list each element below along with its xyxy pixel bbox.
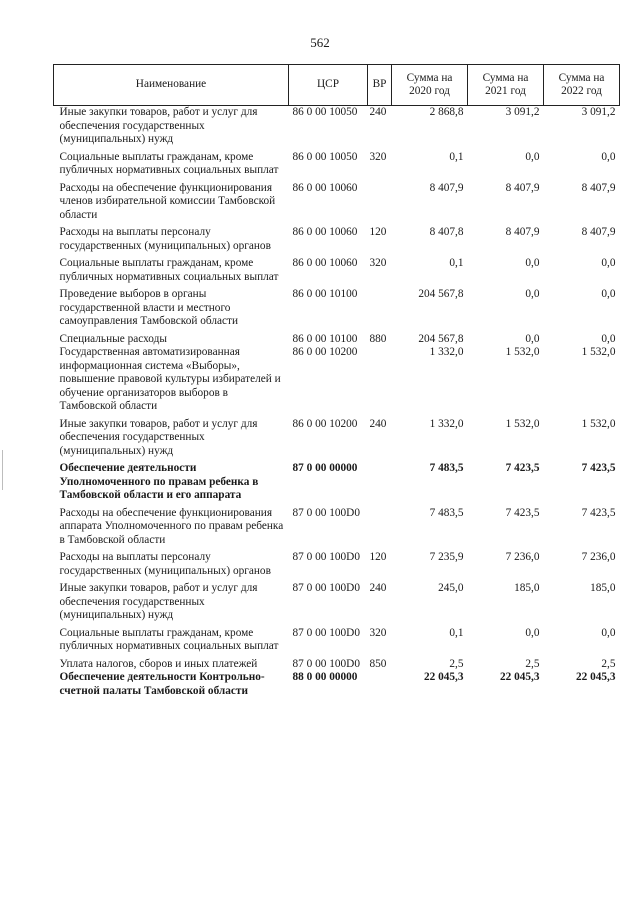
header-sum-2021: Сумма на 2021 год (468, 65, 544, 106)
row-sum-2021: 7 236,0 (505, 551, 540, 563)
row-sum-2021: 1 532,0 (505, 417, 540, 430)
header-name: Наименование (54, 65, 289, 106)
table-row (54, 346, 620, 418)
row-sum-2021: 185,0 (514, 582, 540, 594)
row-sum-2020: 0,1 (449, 150, 464, 163)
row-csr: 86 0 00 10060 (292, 226, 358, 238)
row-sum-2022: 0,0 (601, 332, 616, 345)
row-csr: 88 0 00 00000 (292, 671, 358, 683)
row-csr: 87 0 00 100D0 (292, 626, 360, 639)
row-csr: 87 0 00 100D0 (292, 551, 360, 563)
row-vr (368, 288, 392, 333)
row-name: Государственная автоматизированная информационная система «Выборы», повышение правовой культуры избирателей и обучение организаторов выборов в Тамбовской области (59, 346, 281, 412)
header-sum-2022: Сумма на 2022 год (544, 65, 620, 106)
table-row (54, 106, 620, 151)
row-sum-2021: 1 532,0 (505, 346, 540, 358)
table-row (54, 182, 620, 227)
row-vr: 850 (369, 657, 387, 670)
row-sum-2021: 22 045,3 (499, 671, 540, 683)
table-row (54, 333, 620, 347)
row-csr: 87 0 00 100D0 (292, 582, 360, 594)
row-csr: 87 0 00 00000 (292, 462, 358, 474)
row-sum-2022: 22 045,3 (575, 671, 616, 683)
row-sum-2020: 0,1 (449, 626, 464, 639)
row-sum-2021: 8 407,9 (505, 226, 540, 238)
table-row (54, 462, 620, 507)
row-sum-2020: 8 407,9 (429, 181, 464, 194)
row-vr: 320 (369, 150, 387, 163)
row-csr: 86 0 00 10050 (292, 150, 358, 163)
row-sum-2020: 1 332,0 (429, 417, 464, 430)
row-name: Расходы на обеспечение функционирования аппарата Уполномоченного по правам ребенка в Тамбовской области (59, 506, 284, 546)
row-name: Уплата налогов, сборов и иных платежей (59, 657, 258, 670)
row-sum-2021: 7 423,5 (505, 506, 540, 519)
row-name: Иные закупки товаров, работ и услуг для обеспечения государственных (муниципальных) нужд (59, 417, 258, 457)
row-name: Иные закупки товаров, работ и услуг для обеспечения государственных (муниципальных) нужд (59, 106, 258, 145)
table-row (54, 627, 620, 658)
row-sum-2021: 8 407,9 (505, 181, 540, 194)
row-name: Проведение выборов в органы государственной власти и местного самоуправления Тамбовской области (59, 288, 238, 327)
row-csr: 86 0 00 10060 (292, 181, 358, 194)
row-vr: 320 (369, 257, 387, 269)
row-name: Обеспечение деятельности Уполномоченного по правам ребенка в Тамбовской области и его аппарата (59, 462, 259, 501)
row-sum-2022: 0,0 (601, 626, 616, 639)
table-row (54, 671, 620, 698)
row-vr (368, 462, 392, 507)
table-row (54, 582, 620, 627)
table-row (54, 507, 620, 552)
row-sum-2022: 8 407,9 (581, 181, 616, 194)
row-sum-2020: 204 567,8 (418, 288, 464, 300)
row-csr: 87 0 00 100D0 (292, 657, 360, 670)
row-csr: 86 0 00 10200 (292, 346, 358, 358)
row-csr: 86 0 00 10100 (292, 288, 358, 300)
row-name: Специальные расходы (59, 332, 167, 345)
row-sum-2022: 1 532,0 (581, 417, 616, 430)
row-sum-2020: 2 868,8 (429, 106, 464, 118)
row-name: Расходы на обеспечение функционирования членов избирательной комиссии Тамбовской области (59, 181, 276, 221)
row-sum-2021: 0,0 (525, 288, 540, 300)
row-sum-2021: 0,0 (525, 626, 540, 639)
row-vr: 120 (369, 551, 387, 563)
row-vr: 880 (369, 332, 387, 345)
row-sum-2021: 2,5 (525, 657, 540, 670)
table-row (54, 288, 620, 333)
table-row (54, 151, 620, 182)
row-csr: 86 0 00 10200 (292, 417, 358, 430)
row-sum-2022: 8 407,9 (581, 226, 616, 238)
row-sum-2022: 3 091,2 (581, 106, 616, 118)
row-sum-2020: 2,5 (449, 657, 464, 670)
row-sum-2021: 7 423,5 (505, 462, 540, 474)
row-name: Расходы на выплаты персоналу государственных (муниципальных) органов (59, 551, 271, 577)
row-sum-2020: 245,0 (438, 582, 464, 594)
row-sum-2022: 0,0 (601, 257, 616, 269)
table-header (54, 65, 620, 106)
row-sum-2020: 7 483,5 (429, 462, 464, 474)
scan-edge-mark (2, 450, 3, 490)
table-row (54, 257, 620, 288)
row-sum-2021: 0,0 (525, 332, 540, 345)
row-csr: 86 0 00 10050 (292, 106, 358, 118)
table-row (54, 226, 620, 257)
row-sum-2020: 204 567,8 (418, 332, 464, 345)
row-sum-2020: 1 332,0 (429, 346, 464, 358)
row-vr (368, 507, 392, 552)
table-row (54, 658, 620, 672)
budget-table (53, 64, 620, 698)
row-sum-2022: 0,0 (601, 288, 616, 300)
row-sum-2020: 0,1 (449, 257, 464, 269)
row-vr: 240 (369, 106, 387, 118)
header-sum-2020: Сумма на 2020 год (392, 65, 468, 106)
row-name: Иные закупки товаров, работ и услуг для обеспечения государственных (муниципальных) нужд (59, 582, 258, 621)
row-vr (368, 182, 392, 227)
row-name: Расходы на выплаты персоналу государственных (муниципальных) органов (59, 226, 271, 252)
row-sum-2021: 0,0 (525, 150, 540, 163)
header-csr: ЦСР (289, 65, 368, 106)
row-vr: 240 (369, 582, 387, 594)
row-vr (368, 346, 392, 418)
row-sum-2022: 1 532,0 (581, 346, 616, 358)
row-vr: 120 (369, 226, 387, 238)
row-sum-2020: 22 045,3 (423, 671, 464, 683)
row-vr: 240 (369, 417, 387, 430)
row-sum-2022: 7 236,0 (581, 551, 616, 563)
header-vr: ВР (368, 65, 392, 106)
row-sum-2020: 8 407,8 (429, 226, 464, 238)
row-csr: 86 0 00 10100 (292, 332, 358, 345)
row-name: Социальные выплаты гражданам, кроме публичных нормативных социальных выплат (59, 150, 279, 176)
row-vr: 320 (369, 626, 387, 639)
row-sum-2020: 7 483,5 (429, 506, 464, 519)
row-vr (368, 671, 392, 698)
row-sum-2021: 3 091,2 (505, 106, 540, 118)
page-number: 562 (310, 35, 330, 50)
row-csr: 86 0 00 10060 (292, 257, 358, 269)
row-name: Социальные выплаты гражданам, кроме публичных нормативных социальных выплат (59, 626, 279, 652)
table-row (54, 418, 620, 463)
table-body (54, 106, 620, 699)
row-sum-2022: 0,0 (601, 150, 616, 163)
row-csr: 87 0 00 100D0 (292, 506, 360, 519)
table-row (54, 551, 620, 582)
row-name: Обеспечение деятельности Контрольно-счетной палаты Тамбовской области (59, 671, 265, 697)
row-name: Социальные выплаты гражданам, кроме публичных нормативных социальных выплат (59, 257, 279, 283)
row-sum-2021: 0,0 (525, 257, 540, 269)
row-sum-2022: 185,0 (590, 582, 616, 594)
row-sum-2020: 7 235,9 (429, 551, 464, 563)
row-sum-2022: 2,5 (601, 657, 616, 670)
row-sum-2022: 7 423,5 (581, 506, 616, 519)
row-sum-2022: 7 423,5 (581, 462, 616, 474)
